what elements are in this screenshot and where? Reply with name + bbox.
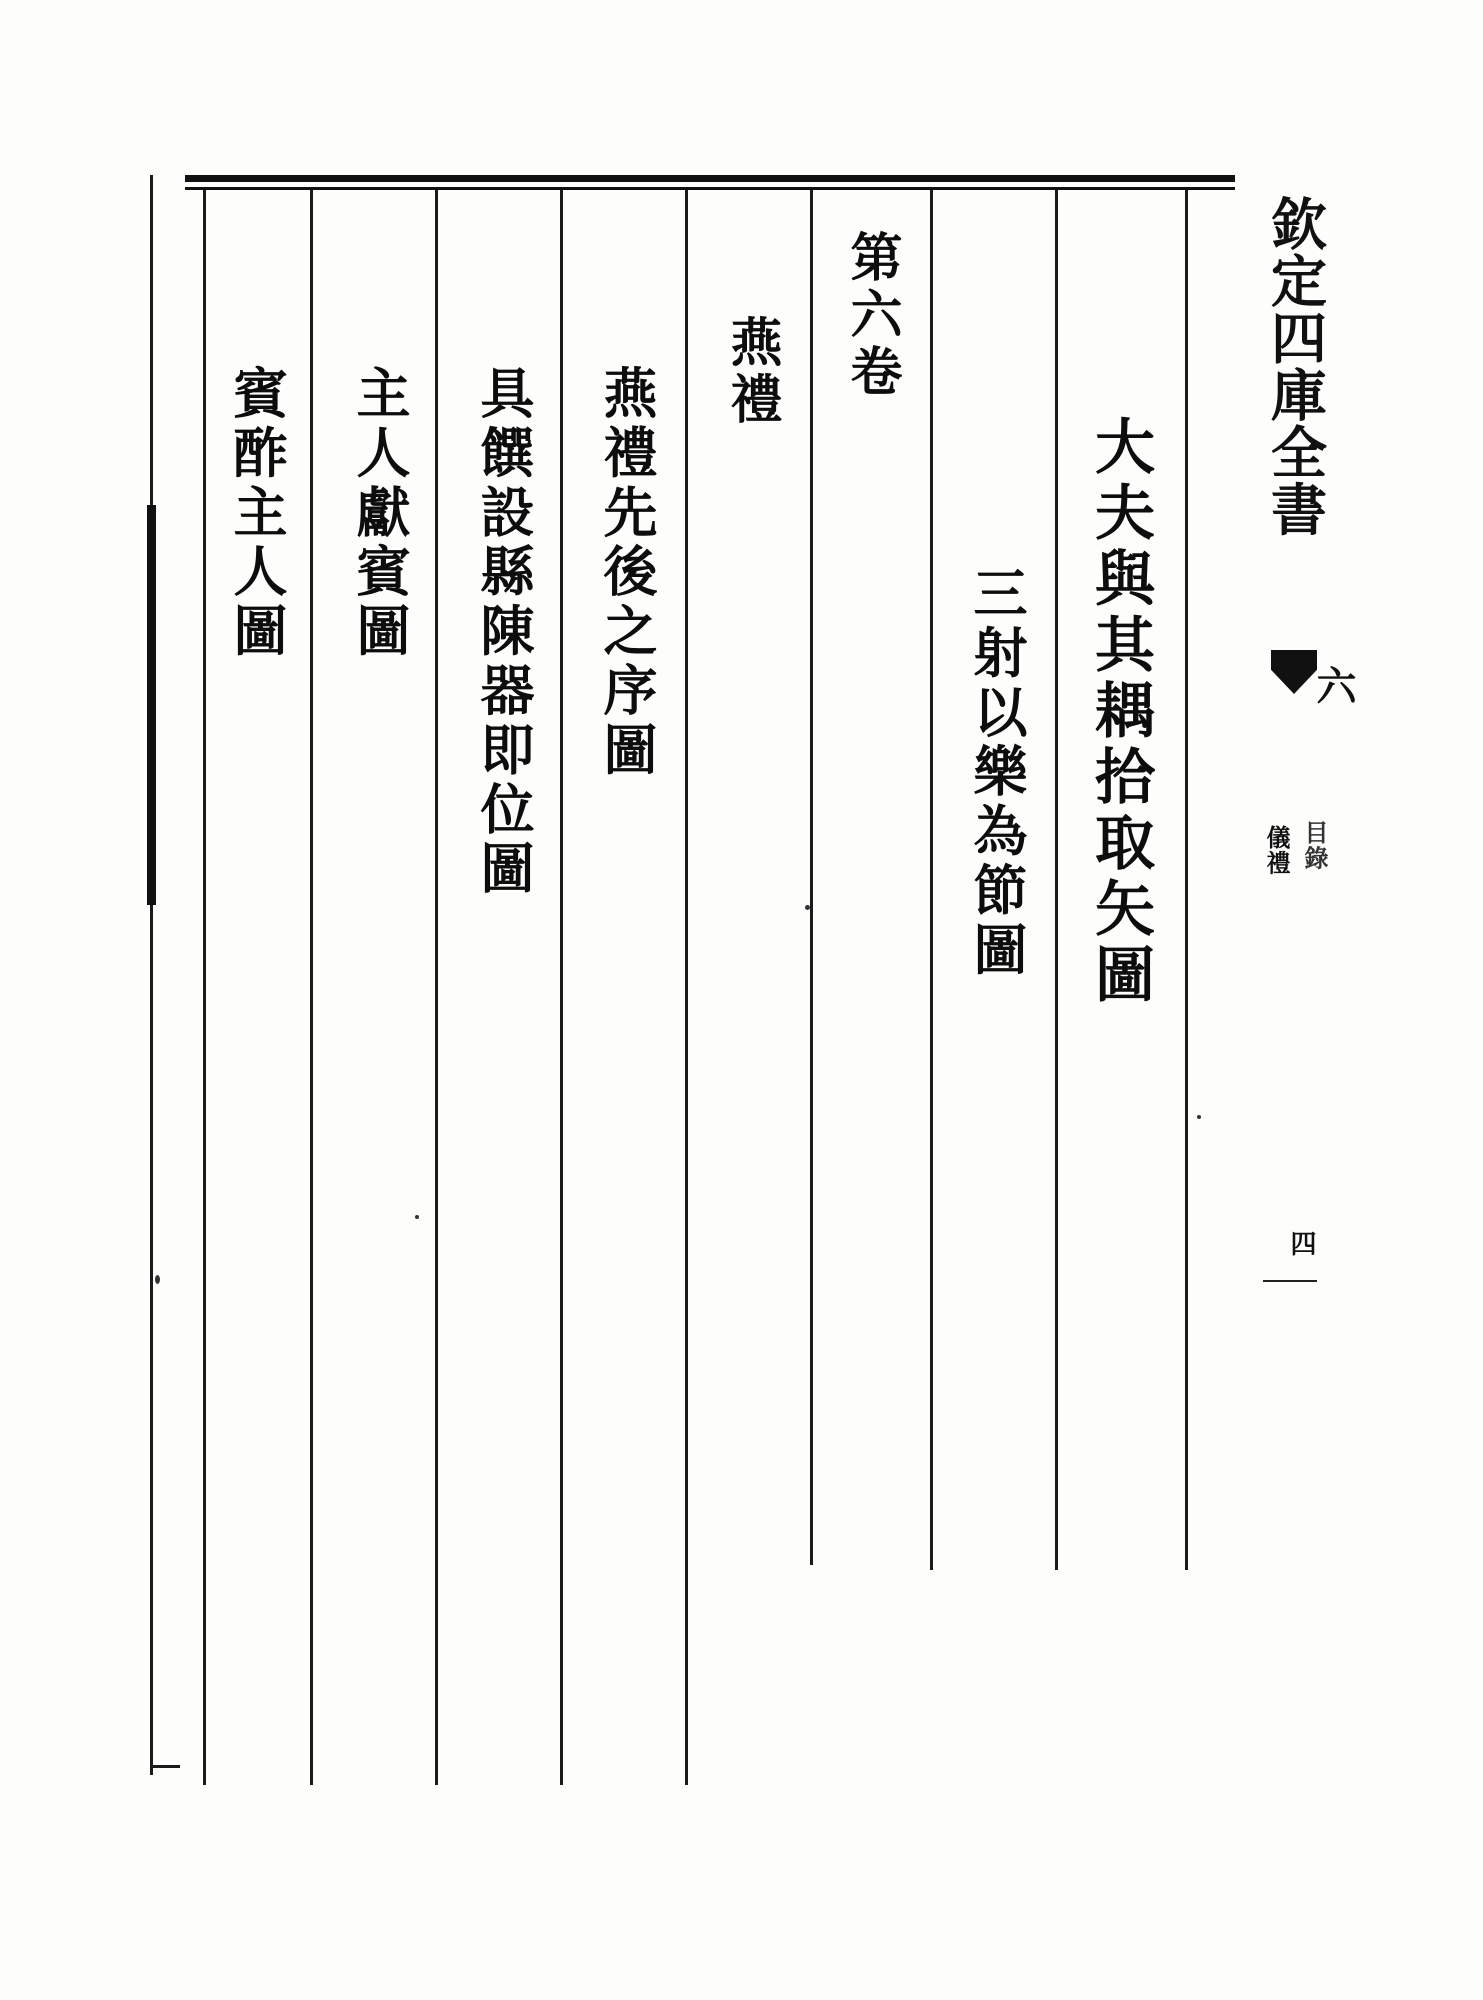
- column-rule-5: [685, 190, 688, 1785]
- scan-speck: [805, 905, 810, 910]
- scan-speck: [155, 1275, 160, 1284]
- toc-entry-6[interactable]: 賓酢主人圖: [225, 365, 289, 662]
- toc-entry-1[interactable]: 大夫與其耦拾取矢圖: [1085, 415, 1155, 1009]
- scan-speck: [1197, 1115, 1201, 1119]
- column-rule-2: [1055, 190, 1058, 1570]
- frame-top-rule-thin: [185, 187, 1235, 190]
- toc-entry-5[interactable]: 主人獻賓圖: [348, 365, 412, 662]
- column-rule-9: [203, 190, 206, 1785]
- spine-page-number: 四: [1286, 1230, 1316, 1256]
- left-margin-black-mark: [147, 505, 156, 905]
- spine-volume-mark: 六: [1310, 665, 1357, 705]
- volume-heading[interactable]: 第六卷: [841, 230, 902, 402]
- spine-title: 欽定四庫全書: [1262, 195, 1328, 538]
- column-rule-8: [310, 190, 313, 1785]
- frame-left-rule: [150, 175, 153, 1775]
- toc-entry-3[interactable]: 燕禮先後之序圖: [595, 365, 659, 781]
- column-rule-7: [435, 190, 438, 1785]
- column-rule-3: [930, 190, 933, 1570]
- column-rule-1: [1185, 190, 1188, 1570]
- frame-left-foot-rule: [150, 1765, 180, 1768]
- column-rule-6: [560, 190, 563, 1785]
- spine-banner: [1245, 195, 1365, 1595]
- spine-work-name: 儀禮: [1262, 825, 1291, 876]
- frame-top-rule-heavy: [185, 175, 1235, 182]
- spine-catalog-label: 目錄: [1300, 820, 1329, 871]
- text-block: [185, 175, 1235, 1815]
- toc-entry-4[interactable]: 具饌設縣陳器即位圖: [472, 365, 536, 900]
- column-rule-4: [810, 190, 813, 1565]
- section-heading[interactable]: 燕禮: [721, 315, 782, 430]
- spine-divider-rule: [1263, 1280, 1317, 1282]
- toc-entry-2[interactable]: 三射以樂為節圖: [965, 565, 1029, 981]
- scan-speck: [415, 1215, 419, 1219]
